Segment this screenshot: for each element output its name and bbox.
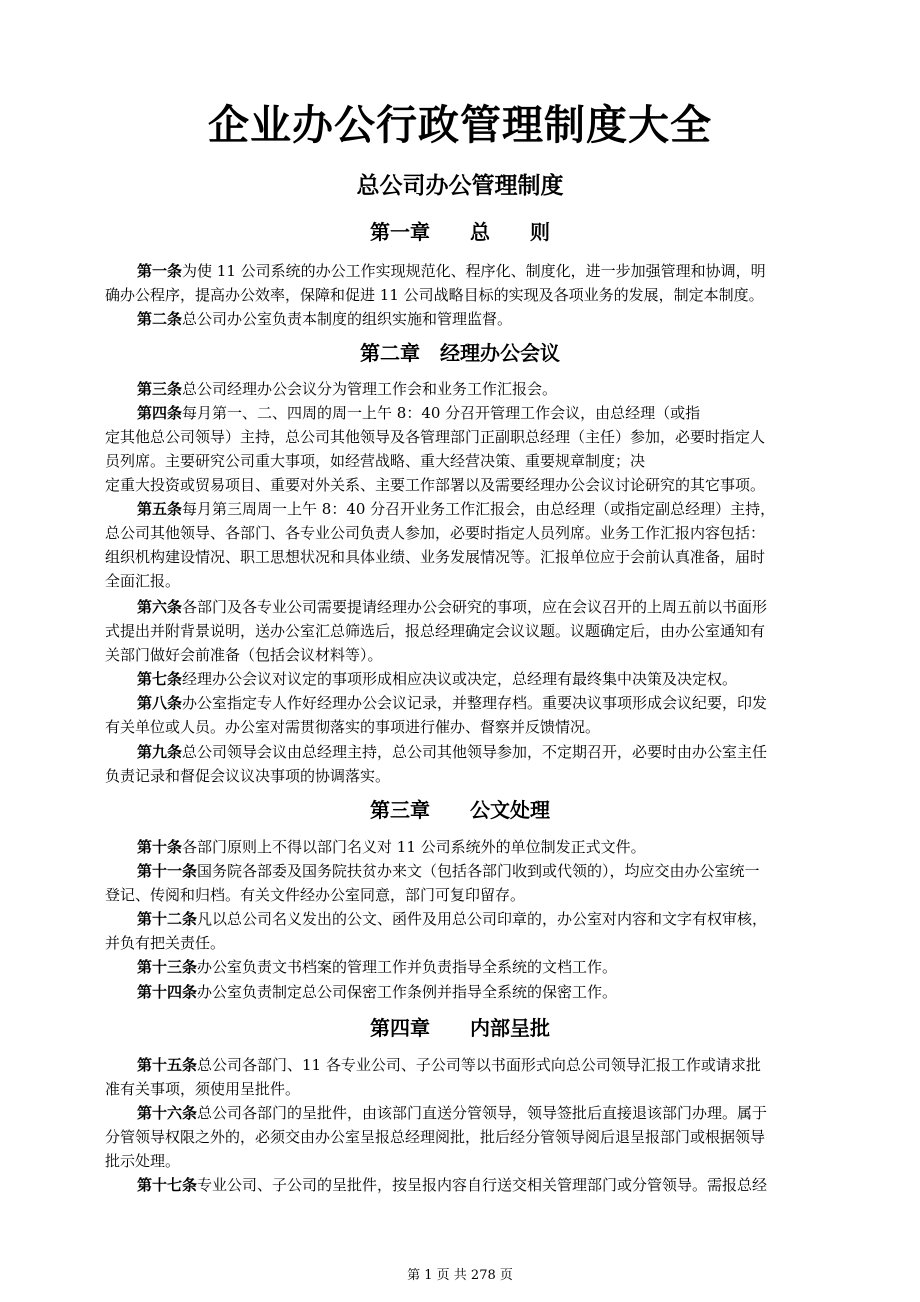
article-text: 办公室负责文书档案的管理工作并负责指导全系统的文档工作。	[197, 958, 618, 976]
article-number: 第三条	[137, 380, 183, 398]
article-number: 第八条	[137, 694, 183, 712]
article-text: 各部门及各专业公司需要提请经理办公会研究的事项，应在会议召开的上周五前以书面形	[182, 598, 768, 616]
article-number: 第十五条	[137, 1056, 198, 1074]
article-text: 总公司各部门的呈批件，由该部门直送分管领导，领导签批后直接退该部门办理。属于	[197, 1104, 768, 1122]
chapter-heading: 第一章 总 则	[370, 220, 550, 244]
article-text: 总公司其他领导、各部门、各专业公司负责人参加，必要时指定人员列席。业务工作汇报内容包括：	[105, 524, 766, 542]
article-text: 办公室指定专人作好经理办公会议记录，并整理存档。重要决议事项形成会议纪要，印发	[182, 694, 768, 712]
article-text: 凡以总公司名义发出的公文、函件及用总公司印章的，办公室对内容和文字有权审核，	[197, 910, 768, 928]
document-subtitle: 总公司办公管理制度	[356, 173, 564, 199]
article-text: 办公室负责制定总公司保密工作条例并指导全系统的保密工作。	[197, 983, 618, 1001]
article-text: 批示处理。	[105, 1152, 181, 1170]
article	[105, 497, 821, 593]
article-number: 第一条	[137, 262, 183, 280]
article-text: 有关单位或人员。办公室对需贯彻落实的事项进行催办、督察并反馈情况。	[105, 718, 601, 736]
article-number: 第七条	[137, 670, 183, 688]
article-text: 国务院各部委及国务院扶贫办来文（包括各部门收到或代领的），均应交由办公室统一	[197, 862, 760, 880]
article	[105, 377, 821, 401]
article-text: 员列席。主要研究公司重大事项，如经营战略、重大经营决策、重要规章制度；决	[105, 452, 646, 470]
article-number: 第十条	[137, 838, 183, 856]
article	[105, 835, 821, 859]
article-text: 确办公程序，提高办公效率，保障和促进 11 公司战略目标的实现及各项业务的发展，制定本制度。	[105, 286, 764, 304]
article	[105, 1173, 821, 1197]
article-text: 关部门做好会前准备（包括会议材料等）。	[105, 646, 383, 664]
article	[105, 980, 821, 1004]
article-text: 专业公司、子公司的呈批件，按呈报内容自行送交相关管理部门或分管领导。需报总经	[197, 1176, 768, 1194]
article-number: 第五条	[137, 500, 183, 518]
article	[105, 401, 821, 497]
article	[105, 1053, 821, 1101]
article-text: 每月第一、二、四周的周一上午 8：40 分召开管理工作会议，由总经理（或指	[182, 404, 701, 422]
chapter-heading: 第三章 公文处理	[370, 798, 550, 822]
article	[105, 595, 821, 667]
article-text: 总公司办公室负责本制度的组织实施和管理监督。	[182, 310, 513, 328]
article-text: 组织机构建设情况、职工思想状况和具体业绩、业务发展情况等。汇报单位应于会前认真准备，届时	[105, 548, 766, 566]
article-number: 第十四条	[137, 983, 198, 1001]
article-text: 登记、传阅和归档。有关文件经办公室同意，部门可复印留存。	[105, 886, 526, 904]
article-number: 第二条	[137, 310, 183, 328]
document-title: 企业办公行政管理制度大全	[208, 101, 712, 149]
article-text: 为使 11 公司系统的办公工作实现规范化、程序化、制度化，进一步加强管理和协调，明	[182, 262, 766, 280]
article-text: 各部门原则上不得以部门名义对 11 公司系统外的单位制发正式文件。	[182, 838, 646, 856]
article-text: 负责记录和督促会议议决事项的协调落实。	[105, 767, 391, 785]
article-number: 第六条	[137, 598, 183, 616]
article-text: 总公司经理办公会议分为管理工作会和业务工作汇报会。	[182, 380, 558, 398]
article-number: 第十一条	[137, 862, 198, 880]
article-text: 并负有把关责任。	[105, 934, 226, 952]
article	[105, 259, 821, 307]
article	[105, 955, 821, 979]
article-number: 第十六条	[137, 1104, 198, 1122]
article-text: 定其他总公司领导）主持，总公司其他领导及各管理部门正副职总经理（主任）参加，必要时指定人	[105, 428, 766, 446]
article-text: 总公司各部门、11 各专业公司、子公司等以书面形式向总公司领导汇报工作或请求批	[197, 1056, 761, 1074]
article	[105, 907, 821, 955]
article-text: 全面汇报。	[105, 572, 181, 590]
article-text: 经理办公会议对议定的事项形成相应决议或决定，总经理有最终集中决策及决定权。	[182, 670, 738, 688]
chapter-heading: 第四章 内部呈批	[370, 1016, 550, 1040]
article	[105, 667, 821, 691]
article	[105, 691, 821, 739]
article-number: 第十三条	[137, 958, 198, 976]
article-text: 每月第三周周一上午 8：40 分召开业务工作汇报会，由总经理（或指定副总经理）主持，	[182, 500, 776, 518]
chapter-heading: 第二章 经理办公会议	[360, 341, 560, 365]
article-text: 分管领导权限之外的，必须交由办公室呈报总经理阅批，批后经分管领导阅后退呈报部门或根据领导	[105, 1128, 766, 1146]
article-number: 第十二条	[137, 910, 198, 928]
article-number: 第四条	[137, 404, 183, 422]
article-text: 总公司领导会议由总经理主持，总公司其他领导参加，不定期召开，必要时由办公室主任	[182, 743, 768, 761]
page-footer: 第 1 页 共 278 页	[407, 1268, 513, 1283]
article-number: 第十七条	[137, 1176, 198, 1194]
article-text: 定重大投资或贸易项目、重要对外关系、主要工作部署以及需要经理办公会议讨论研究的其它事项。	[105, 476, 766, 494]
article-text: 准有关事项，须使用呈批件。	[105, 1080, 301, 1098]
article	[105, 740, 821, 788]
article-number: 第九条	[137, 743, 183, 761]
article	[105, 307, 821, 331]
article	[105, 859, 821, 907]
article-text: 式提出并附背景说明，送办公室汇总筛选后，报总经理确定会议议题。议题确定后，由办公室通知有	[105, 622, 766, 640]
article	[105, 1101, 821, 1173]
